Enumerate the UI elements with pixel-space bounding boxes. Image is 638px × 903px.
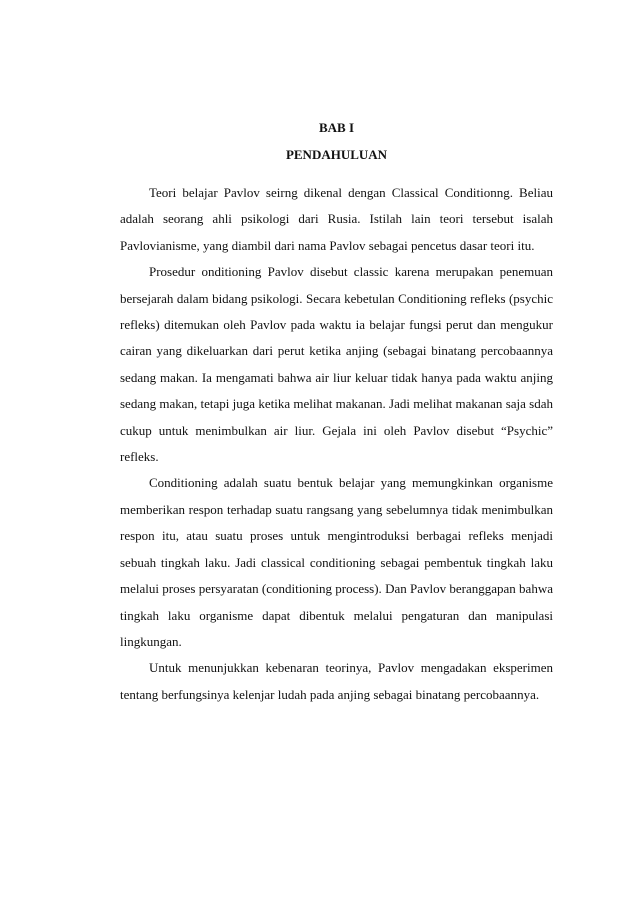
chapter-title: PENDAHULUAN <box>285 147 388 162</box>
paragraph: Conditioning adalah suatu bentuk belajar yang memungkinkan organisme memberikan respon terhadap suatu rangsang yang sebelumnya tidak menimbulkan respon itu, atau suatu proses untuk mengintroduksi berbagai refleks menjadi sebuah tingkah laku. Jadi classical conditioning sebagai pembentuk tingkah laku melalui proses persyaratan (conditioning process). Dan Pavlov beranggapan bahwa tingkah laku organisme dapat dibentuk melalui pengaturan dan manipulasi lingkungan. <box>120 475 553 649</box>
body-text <box>120 180 553 708</box>
paragraph: Teori belajar Pavlov seirng dikenal dengan Classical Conditionng. Beliau adalah seorang ahli psikologi dari Rusia. Istilah lain teori tersebut isalah Pavlovianisme, yang diambil dari nama Pavlov sebagai pencetus dasar teori itu. <box>120 185 553 253</box>
paragraph: Prosedur onditioning Pavlov disebut classic karena merupakan penemuan bersejarah dalam bidang psikologi. Secara kebetulan Conditioning refleks (psychic refleks) ditemukan oleh Pavlov pada waktu ia belajar fungsi perut dan mengukur cairan yang dikeluarkan dari perut ketika anjing (sebagai binatang percobaannya sedang makan. Ia mengamati bahwa air liur keluar tidak hanya pada waktu anjing sedang makan, tetapi juga ketika melihat makanan. Jadi melihat makanan saja sdah cukup untuk menimbulkan air liur. Gejala ini oleh Pavlov disebut “Psychic” refleks. <box>120 264 553 465</box>
chapter-number: BAB I <box>318 120 355 135</box>
paragraph: Untuk menunjukkan kebenaran teorinya, Pavlov mengadakan eksperimen tentang berfungsinya kelenjar ludah pada anjing sebagai binatang percobaannya. <box>120 660 553 702</box>
